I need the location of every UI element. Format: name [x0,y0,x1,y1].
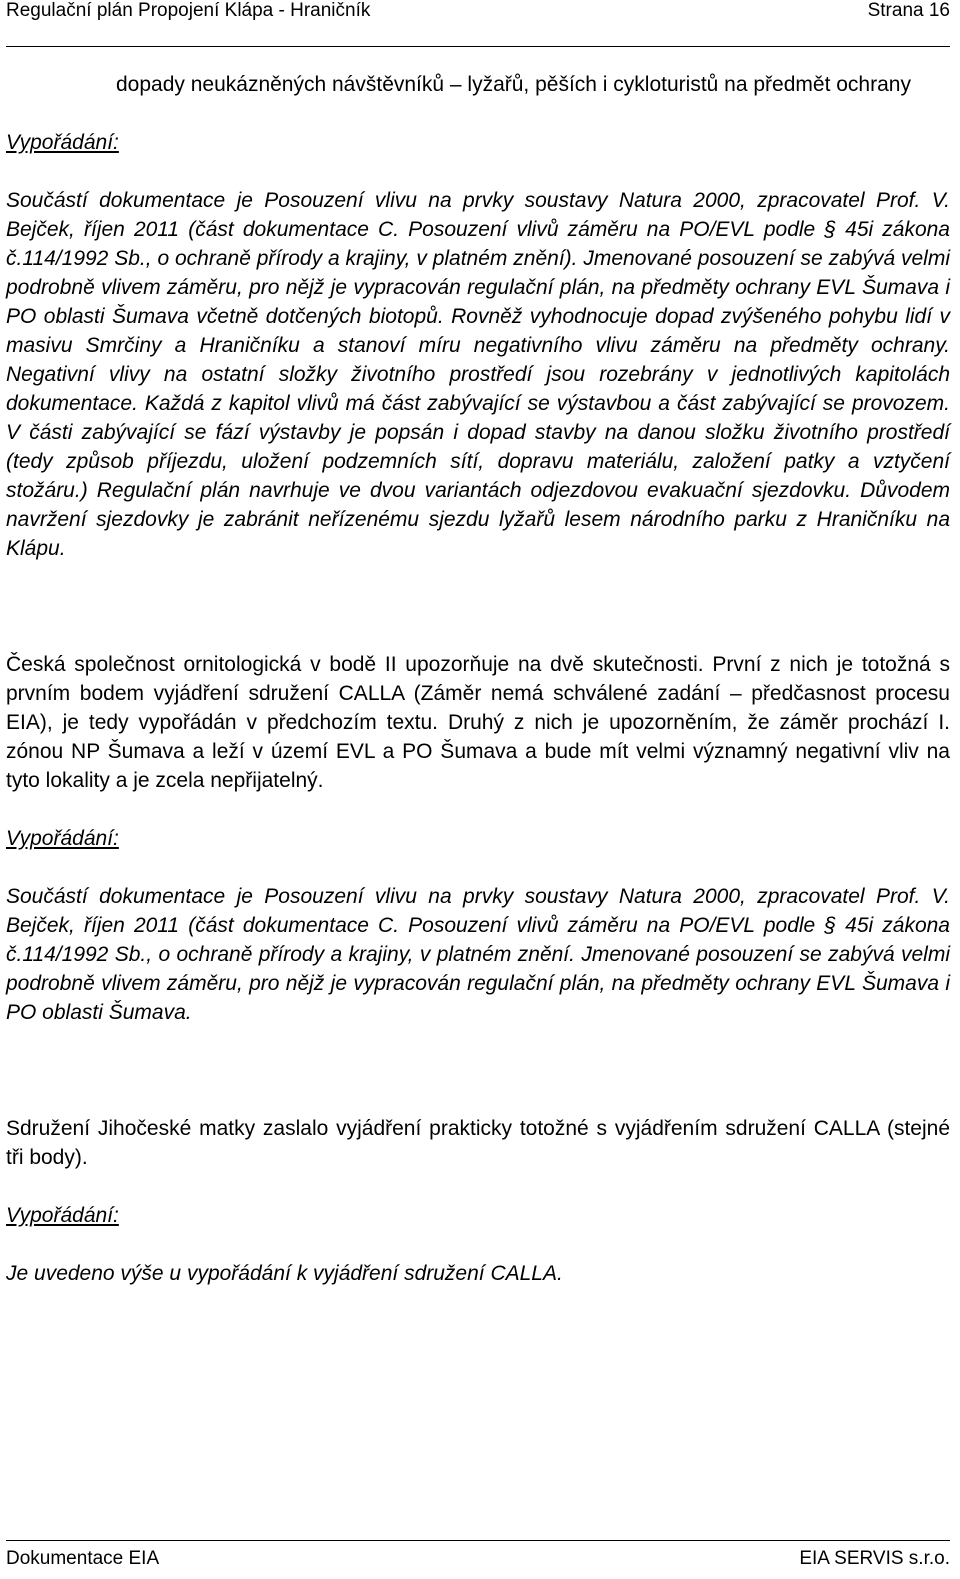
footer-divider [6,1540,950,1541]
section1-comment-continuation: dopady neukázněných návštěvníků – lyžařů, pěších i cykloturistů na předmět ochrany [116,73,911,96]
document-title: Regulační plán Propojení Klápa - Hraničník [6,0,371,21]
section1-resolution-label: Vypořádání: [6,131,119,154]
section3-comment: Sdružení Jihočeské matky zaslalo vyjádření prakticky totožné s vyjádřením sdružení CALLA (stejné tři body). [6,1117,950,1169]
section1-resolution-text: Součástí dokumentace je Posouzení vlivu na prvky soustavy Natura 2000, zpracovatel Prof. V. Bejček, říjen 2011 (část dokumentace C. Posouzení vlivů záměru na PO/EVL podle § 45i zákona č.114/1992 Sb., o ochraně přírody a krajiny, v platném znění). Jmenované posouzení se zabývá velmi podrobně vlivem záměru, pro nějž je vypracován regulační plán, na předměty ochrany EVL Šumava i PO oblasti Šumava včetně dotčených biotopů. Rovněž vyhodnocuje dopad zvýšeného pohybu lidí v masivu Smrčiny a Hraničníku a stanoví míru negativního vlivu záměru na předměty ochrany. Negativní vlivy na ostatní složky životního prostředí jsou rozebrány v jednotlivých kapitolách dokumentace. Každá z kapitol vlivů má část zabývající se výstavbou a část zabývající se provozem. V části zabývající se fází výstavby je popsán i dopad stavby na danou složku životního prostředí (tedy způsob příjezdu, uložení podzemních sítí, dopravu materiálu, založení patky a vztyčení stožáru.) Regulační plán navrhuje ve dvou variantách odjezdovou evakuační sjezdovku. Důvodem navržení sjezdovky je zabránit neřízenému sjezdu lyžařů lesem národního parku z Hraničníku na Klápu. [6,189,950,560]
section2-resolution-text: Součástí dokumentace je Posouzení vlivu na prvky soustavy Natura 2000, zpracovatel Prof. V. Bejček, říjen 2011 (část dokumentace C. Posouzení vlivů záměru na PO/EVL podle § 45i zákona č.114/1992 Sb., o ochraně přírody a krajiny, v platném znění. Jmenované posouzení se zabývá velmi podrobně vlivem záměru, pro nějž je vypracován regulační plán, na předměty ochrany EVL Šumava i PO oblasti Šumava. [6,885,950,1024]
page-number: Strana 16 [867,0,950,21]
section2-comment: Česká společnost ornitologická v bodě II upozorňuje na dvě skutečnosti. První z nich je totožná s prvním bodem vyjádření sdružení CALLA (Záměr nemá schválené zadání – předčasnost procesu EIA), je tedy vypořádán v předchozím textu. Druhý z nich je upozorněním, že záměr prochází I. zónou NP Šumava a leží v území EVL a PO Šumava a bude mít velmi významný negativní vliv na tyto lokality a je zcela nepřijatelný. [6,653,950,792]
section3-resolution-text: Je uvedeno výše u vypořádání k vyjádření sdružení CALLA. [6,1262,563,1285]
page-header [6,0,950,34]
footer-document-type: Dokumentace EIA [6,1548,160,1569]
section3-resolution-label: Vypořádání: [6,1204,119,1227]
page-content [6,70,950,1288]
header-divider [6,46,950,47]
section2-resolution-label: Vypořádání: [6,827,119,850]
footer-company: EIA SERVIS s.r.o. [799,1548,950,1569]
